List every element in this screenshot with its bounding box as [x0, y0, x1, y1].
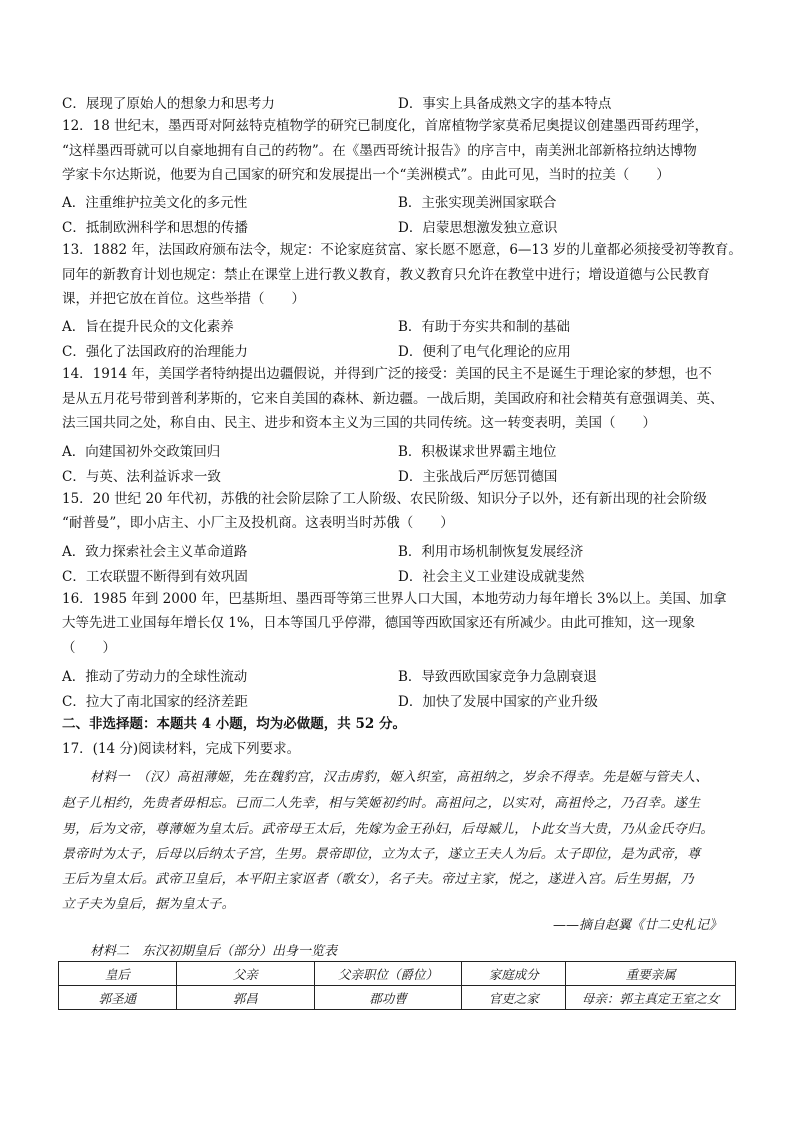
q13-stem-line: 13．1882 年，法国政府颁布法令，规定：不论家庭贫富、家长愿不愿意，6—13 岁的儿童都必须接受初等教育。 [62, 242, 742, 258]
q12-stem-line: 12．18 世纪末，墨西哥对阿兹特克植物学的研究已制度化，首席植物学家莫希尼奥提议创建墨西哥药理学， [62, 118, 709, 134]
table-header-cell: 父亲 [176, 962, 314, 986]
table-cell: 郭圣通 [59, 986, 177, 1010]
table-cell: 郭昌 [176, 986, 314, 1010]
q15-stem-line: “耐普曼”，即小店主、小厂主及投机商。这表明当时苏俄（ ） [62, 515, 454, 531]
q16-stem-line: 大等先进工业国每年增长仅 1%，日本等国几乎停滞，德国等西欧国家还有所减少。由此可推知，这一现象 [62, 615, 696, 631]
q14-stem-line: 法三国共同之处，称自由、民主、进步和资本主义为三国的共同传统。这一转变表明，美国（ ） [62, 415, 656, 431]
q15-option-c: C．工农联盟不断得到有效巩固 [62, 569, 248, 585]
q14-option-b: B．积极谋求世界霸主地位 [398, 444, 557, 460]
q11-option-c: C．展现了原始人的想象力和思考力 [62, 96, 275, 112]
table-cell: 官吏之家 [462, 986, 566, 1010]
q17-stem: 17．(14 分)阅读材料，完成下列要求。 [62, 741, 301, 757]
material1-source: ——摘自赵翼《廿二史札记》 [552, 918, 722, 933]
q16-option-b: B．导致西欧国家竞争力急剧衰退 [398, 669, 597, 685]
q16-option-c: C．拉大了南北国家的经济差距 [62, 694, 248, 710]
q16-stem-line: （ ） [62, 640, 116, 656]
q13-stem-line: 同年的新教育计划也规定：禁止在课堂上进行教义教育，教义教育只允许在教堂中进行；增设道德与公民教育 [62, 267, 710, 283]
q14-stem-line: 是从五月花号带到普利茅斯的，它来自美国的森林、新边疆。一战后期，美国政府和社会精英有意强调美、英、 [62, 391, 724, 407]
q13-option-c: C．强化了法国政府的治理能力 [62, 344, 248, 360]
q12-stem-line: “这样墨西哥就可以自豪地拥有自己的药物”。在《墨西哥统计报告》的序言中，南美洲北部新格拉纳达博物 [62, 143, 697, 159]
q16-option-d: D．加快了发展中国家的产业升级 [398, 694, 598, 710]
q12-option-d: D．启蒙思想激发独立意识 [398, 220, 558, 236]
q13-option-d: D．便利了电气化理论的应用 [398, 344, 571, 360]
q13-option-b: B．有助于夯实共和制的基础 [398, 319, 570, 335]
q14-stem-line: 14．1914 年，美国学者特纳提出边疆假说，并得到广泛的接受：美国的民主不是诞生于理论家的梦想，也不 [62, 366, 712, 382]
q16-stem-line: 16．1985 年到 2000 年，巴基斯坦、墨西哥等第三世界人口大国，本地劳动力每年增长 3%以上。美国、加拿 [62, 591, 727, 607]
q15-stem-line: 15．20 世纪 20 年代初，苏俄的社会阶层除了工人阶级、农民阶级、知识分子以外，还有新出现的社会阶级 [62, 491, 707, 507]
q12-option-a: A．注重维护拉美文化的多元性 [62, 195, 248, 211]
table-header-cell: 父亲职位（爵位） [314, 962, 462, 986]
material2-caption: 材料二 东汉初期皇后（部分）出身一览表 [90, 944, 338, 959]
table-cell: 郡功曹 [314, 986, 462, 1010]
q14-option-d: D．主张战后严厉惩罚德国 [398, 469, 558, 485]
material1-line: 赵子儿相约，先贵者毋相忘。已而二人先幸，相与笑姬初约时。高祖问之，以实对，高祖怜之，乃召幸。遂生 [62, 796, 701, 811]
table-row [59, 986, 736, 1010]
material1-line: 材料一 （汉）高祖薄姬，先在魏豹宫，汉击虏豹，姬入织室，高祖纳之，岁余不得幸。先是姬与管夫人、 [90, 770, 709, 785]
q13-option-a: A．旨在提升民众的文化素养 [62, 319, 234, 335]
material1-line: 王后为皇太后。武帝卫皇后，本平阳主家讴者（歌女），名子夫。帝过主家，悦之，遂进入宫。后生男据，乃 [62, 872, 694, 887]
table-header-cell: 重要亲属 [566, 962, 736, 986]
q14-option-a: A．向建国初外交政策回归 [62, 444, 221, 460]
material1-line: 男，后为文帝，尊薄姬为皇太后。武帝母王太后，先嫁为金王孙妇，后母臧儿，卜此女当大贵，乃从金氏夺归。 [62, 822, 714, 837]
section-heading: 二、非选择题：本题共 4 小题，均为必做题，共 52 分。 [62, 716, 406, 732]
q15-option-d: D．社会主义工业建设成就斐然 [398, 569, 585, 585]
table-header-row [59, 962, 736, 986]
material1-line: 立子夫为皇后，据为皇太子。 [62, 897, 235, 912]
q15-option-a: A．致力探索社会主义革命道路 [62, 544, 248, 560]
q15-option-b: B．利用市场机制恢复发展经济 [398, 544, 584, 560]
q14-option-c: C．与英、法利益诉求一致 [62, 469, 221, 485]
q12-option-b: B．主张实现美洲国家联合 [398, 195, 557, 211]
q13-stem-line: 课，并把它放在首位。这些举措（ ） [62, 291, 305, 307]
q12-stem-line: 学家卡尔达斯说，他要为自己国家的研究和发展提出一个“美洲模式”。由此可见，当时的拉美（ ） [62, 167, 670, 183]
table-cell: 母亲：郭主真定王室之女 [566, 986, 736, 1010]
q16-option-a: A．推动了劳动力的全球性流动 [62, 669, 248, 685]
q12-option-c: C．抵制欧洲科学和思想的传播 [62, 220, 248, 236]
table-header-cell: 皇后 [59, 962, 177, 986]
material1-line: 景帝时为太子，后母以后纳太子宫，生男。景帝即位，立为太子，遂立王夫人为后。太子即位，是为武帝，尊 [62, 847, 701, 862]
q11-option-d: D．事实上具备成熟文字的基本特点 [398, 96, 612, 112]
table-header-cell: 家庭成分 [462, 962, 566, 986]
empress-table [58, 961, 736, 1010]
